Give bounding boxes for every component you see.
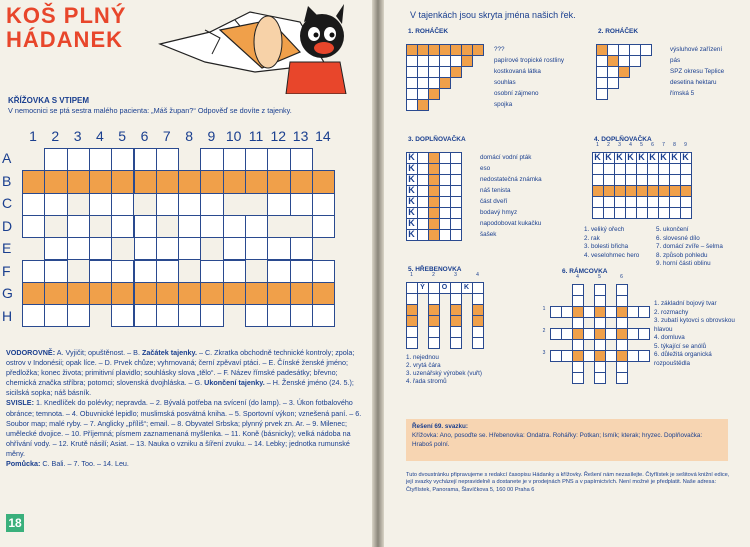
grid-cell[interactable] [67, 170, 90, 193]
column-number: 3 [454, 272, 457, 278]
grid-cell[interactable] [111, 282, 134, 305]
column-number: 4 [629, 142, 632, 148]
grid-cell[interactable] [223, 304, 246, 327]
grid-cell[interactable] [223, 148, 246, 171]
given-letter-k: K [605, 152, 612, 162]
column-number: 6 [651, 142, 654, 148]
clue-item: 3. bolesti břicha [584, 243, 629, 250]
grid-cell[interactable] [417, 99, 429, 111]
grid-cell[interactable] [461, 55, 473, 67]
given-letter-k: K [594, 152, 601, 162]
crossword-clues: VODOROVNĚ: A. Vyjičit; opuštěnost. – B. Začátek tajenky. – C. Zkratka obchodně technické kontroly; zpola; ostrov v Indonésii; opak líce. – D. Prvek chůze; vyhrnovaná; černí zpěvaví ptáci. – E. Čínské ženské jméno; předložka; konec života; primitivní plavidlo; souhlásky slova „tělo“. – F. Název římské padesátky; břevno; chemická značka stříbra; potomci; slovenská dvojhláska. – G. Ukončení tajenky. – H. Ženské jméno (24. 5.); sicilská sopka; náš básník. SVISLE: 1. Knedlíček do polévky; nepravda. – 2. Bývalá potřeba na svícení (do lamp). – 3. Úkon fotbalového obránce; temnota. – 4. Obuvnické lepidlo; muslimská posvátná kniha. – 5. Sportovní výkon; vznešená paní. – 6. Soubor map; malé ryby. – 7. Anglicky „příliš“; email. – 8. Obyvatel Srbska; plynný prvek zn. Ar. – 9. Milenec; umělecké dvojice. – 10. Příjemná; písmem zaznamenaná myšlenka. – 11. Koně (básnicky); velká nádoba na ohřívání vody. – 12. Krutě násilí; Asiat. – 13. Nauka o vzniku a šíření zvuku. – 14. Lebky; jednotka rumunské měny. Pomůcka: C. Bali. – 7. Too. – 14. Leu. [6, 348, 362, 469]
column-number: 6 [620, 274, 623, 280]
grid-cell[interactable] [89, 304, 112, 327]
grid-cell[interactable] [267, 260, 290, 283]
grid-cell[interactable] [223, 237, 246, 260]
clue-item: 6. důležitá organická rozpouštědla [654, 351, 712, 367]
clue-item: 4. domluva [654, 334, 685, 341]
section-5-clues [406, 354, 482, 386]
column-number: 2 [51, 128, 60, 144]
grid-cell[interactable] [134, 215, 157, 238]
column-number: 7 [162, 128, 171, 144]
section-4-title: 4. DOPLŇOVAČKA [594, 136, 652, 143]
grid-cell[interactable] [156, 304, 179, 327]
clue-item: ??? [494, 46, 505, 53]
grid-cell[interactable] [156, 237, 179, 260]
grid-cell[interactable] [156, 170, 179, 193]
given-letter-k: K [408, 207, 415, 217]
grid-cell[interactable] [22, 260, 45, 283]
clue-item: římská 5 [670, 90, 695, 97]
grid-cell[interactable] [223, 260, 246, 283]
grid-cell[interactable] [200, 237, 223, 260]
section-2-title: 2. ROHÁČEK [598, 28, 639, 35]
given-letter-k: K [408, 218, 415, 228]
clue-item: osobní zájmeno [494, 90, 539, 97]
grid-cell[interactable] [67, 237, 90, 260]
grid-cell[interactable] [638, 306, 650, 318]
column-numbers [22, 128, 352, 144]
grid-cell[interactable] [89, 148, 112, 171]
column-number: 9 [207, 128, 216, 144]
grid-cell[interactable] [89, 215, 112, 238]
grid-cell[interactable] [111, 237, 134, 260]
grid-cell[interactable] [22, 148, 45, 171]
grid-cell[interactable] [134, 237, 157, 260]
grid-cell[interactable] [89, 193, 112, 216]
grid-cell[interactable] [178, 215, 201, 238]
clue-item: 6. slovesné dílo [656, 234, 700, 242]
grid-cell[interactable] [616, 372, 628, 384]
section-1-title: 1. ROHÁČEK [408, 28, 449, 35]
right-page [384, 0, 750, 547]
grid-cell[interactable] [111, 148, 134, 171]
grid-cell[interactable] [290, 215, 313, 238]
section-1-clues [494, 44, 564, 110]
grid-cell[interactable] [200, 215, 223, 238]
grid-cell[interactable] [111, 215, 134, 238]
column-number: 8 [673, 142, 676, 148]
given-letter-k: K [408, 196, 415, 206]
grid-cell[interactable] [223, 215, 246, 238]
clue-item: 2. vrytá čára [406, 362, 441, 369]
grid-cell[interactable] [290, 148, 313, 171]
column-number: 8 [185, 128, 193, 144]
clue-item: 2. rak [584, 234, 600, 242]
grid-cell[interactable] [200, 260, 223, 283]
grid-cell[interactable] [312, 193, 335, 216]
grid-cell[interactable] [134, 282, 157, 305]
grid-cell[interactable] [267, 170, 290, 193]
solution-box: Řešení 69. svazku: Křížovka: Ano, posoďte se. Hřebenovka: Ondatra. Rohářky: Potkan; Ismík; kterak; hryzec. Doplňovačka: Hraboš polní. [406, 419, 728, 461]
grid-cell[interactable] [44, 237, 67, 260]
grid-cell[interactable] [67, 215, 90, 238]
grid-cell[interactable] [450, 229, 462, 241]
grid-cell[interactable] [178, 282, 201, 305]
column-number: 6 [140, 128, 149, 144]
clue-item: nedostatečná známka [480, 176, 542, 183]
section-4-clues-a [584, 226, 639, 260]
section-2-clues [670, 44, 724, 99]
grid-cell[interactable] [200, 170, 223, 193]
given-letter-k: K [408, 185, 415, 195]
grid-cell[interactable] [178, 193, 201, 216]
grid-cell[interactable] [312, 215, 335, 238]
grid-cell[interactable] [200, 304, 223, 327]
clue-item: 1. nejednou [406, 354, 439, 361]
grid-cell[interactable] [22, 193, 45, 216]
grid-cell[interactable] [267, 304, 290, 327]
grid-cell[interactable] [22, 304, 45, 327]
section-3-clues [480, 152, 542, 240]
grid-cell[interactable] [89, 237, 112, 260]
grid-cell[interactable] [111, 193, 134, 216]
page-number: 18 [6, 514, 24, 532]
column-number: 2 [607, 142, 610, 148]
grid-cell[interactable] [44, 148, 67, 171]
given-letter-k: K [649, 152, 656, 162]
column-number: 2 [432, 272, 435, 278]
column-number: 5 [640, 142, 643, 148]
grid-cell[interactable] [312, 148, 335, 171]
clue-item: část dveří [480, 198, 508, 205]
book-gutter [372, 0, 384, 547]
clue-item: kostkovaná látka [494, 68, 541, 75]
grid-cell[interactable] [245, 170, 268, 193]
row-letter: H [2, 307, 13, 324]
grid-cell[interactable] [200, 148, 223, 171]
clue-item: 7. domácí zvíře – šelma [656, 243, 723, 250]
grid-cell[interactable] [245, 282, 268, 305]
grid-cell[interactable] [245, 304, 268, 327]
section-5-title: 5. HŘEBENOVKA [408, 266, 462, 273]
grid-cell[interactable] [607, 77, 619, 89]
section-6-clues [654, 300, 744, 368]
grid-cell[interactable] [245, 260, 268, 283]
row-number: 1 [542, 306, 546, 312]
row-letter: F [2, 262, 11, 279]
grid-cell[interactable] [134, 193, 157, 216]
grid-cell[interactable] [156, 282, 179, 305]
grid-cell[interactable] [223, 282, 246, 305]
grid-cell[interactable] [267, 148, 290, 171]
clue-item: 2. rozmachy [654, 308, 689, 316]
grid-cell[interactable] [22, 237, 45, 260]
right-title: V tajenkách jsou skryta jména našich řek. [410, 10, 576, 20]
given-letter-k: K [660, 152, 667, 162]
grid-cell[interactable] [428, 337, 440, 349]
clue-item: SPZ okresu Teplice [670, 68, 725, 75]
grid-cell[interactable] [223, 170, 246, 193]
column-number: 7 [662, 142, 665, 148]
clue-item: 1. základní bojový tvar [654, 300, 717, 307]
row-letter: B [2, 172, 12, 189]
clue-item: 5. ukončení [656, 226, 689, 233]
grid-cell[interactable] [178, 304, 201, 327]
grid-cell[interactable] [223, 193, 246, 216]
clue-item: 3. zubatí kytovci s obrovskou hlavou [654, 317, 735, 333]
grid-cell[interactable] [312, 260, 335, 283]
grid-cell[interactable] [200, 282, 223, 305]
grid-cell[interactable] [312, 237, 335, 260]
grid-cell[interactable] [111, 260, 134, 283]
grid-cell[interactable] [596, 88, 608, 100]
clue-item: 4. veselohrnec hero [584, 251, 640, 259]
grid-cell[interactable] [406, 337, 418, 349]
grid-cell[interactable] [134, 260, 157, 283]
grid-cell[interactable] [472, 337, 484, 349]
row-number: 3 [542, 350, 546, 356]
grid-cell[interactable] [44, 304, 67, 327]
clue-item: 3. uzenářský výrobek (vuřt) [406, 370, 482, 377]
grid-cell[interactable] [22, 282, 45, 305]
clue-item: domácí vodní pták [480, 154, 532, 161]
clue-item: 9. horní části oblinu [656, 260, 711, 267]
grid-cell[interactable] [290, 282, 313, 305]
column-number: 13 [292, 128, 309, 144]
clue-item: bodavý hmyz [480, 209, 518, 216]
clue-item: výsluhové zařízení [670, 46, 723, 53]
grid-cell[interactable] [67, 304, 90, 327]
grid-cell[interactable] [67, 148, 90, 171]
column-number: 14 [315, 128, 331, 144]
grid-cell[interactable] [290, 304, 313, 327]
column-number: 1 [410, 272, 413, 278]
footer-note: Tuto dvoustránku připravujeme s redakcí časopisu Hádanky a křížovky. Řešení nám nezasílejte. Čtyřlístek je sešitová knižní edice, její svazky vycházejí nepravidelně a dostanete je v prodejnách PNS a v papírnictvích. Není možné je předplatit. Naše adresa: Čtyřlístek, Panorama, Šlavíčkova 5, 160 00 Praha 6 [406, 472, 730, 493]
given-letter-k: K [408, 152, 415, 162]
column-number: 11 [248, 128, 264, 144]
clue-item: souhlas [494, 79, 516, 86]
section-4-clues-b [656, 226, 723, 269]
clue-item: pás [670, 57, 681, 64]
grid-cell[interactable] [428, 88, 440, 100]
grid-cell[interactable] [89, 282, 112, 305]
grid-cell[interactable] [67, 260, 90, 283]
grid-cell[interactable] [22, 170, 45, 193]
clue-item: 5. týkající se anólů [654, 342, 707, 350]
crossword-intro: V nemocnici se ptá sestra malého pacienta: „Máš župan?“ Odpověď se dovíte z tajenky. [8, 106, 292, 115]
given-letter-k: K [671, 152, 678, 162]
row-number: 2 [542, 328, 546, 334]
given-letter-k: K [408, 163, 415, 173]
grid-cell[interactable] [156, 193, 179, 216]
row-letters [2, 150, 16, 340]
grid-cell[interactable] [44, 282, 67, 305]
grid-cell[interactable] [290, 170, 313, 193]
column-number: 10 [225, 128, 242, 144]
grid-cell[interactable] [450, 337, 462, 349]
column-number: 5 [118, 128, 127, 144]
clue-item: šašek [480, 231, 497, 238]
grid-cell[interactable] [178, 237, 201, 260]
row-letter: A [2, 150, 12, 166]
given-letter-k: K [616, 152, 623, 162]
grid-cell[interactable] [156, 148, 179, 171]
grid-cell[interactable] [134, 304, 157, 327]
grid-cell[interactable] [156, 260, 179, 283]
clue-item: 1. veliký ořech [584, 226, 625, 233]
grid-cell[interactable] [680, 207, 692, 219]
grid-cell[interactable] [156, 215, 179, 238]
grid-cell[interactable] [44, 193, 67, 216]
grid-cell[interactable] [472, 44, 484, 56]
grid-cell[interactable] [290, 237, 313, 260]
grid-cell[interactable] [200, 193, 223, 216]
grid-cell[interactable] [638, 328, 650, 340]
grid-cell[interactable] [572, 372, 584, 384]
grid-cell[interactable] [640, 44, 652, 56]
clue-item: náš tenista [480, 187, 511, 194]
section-3-title: 3. DOPLŇOVAČKA [408, 136, 466, 143]
crossword-heading: KŘÍŽOVKA S VTIPEM [8, 96, 90, 105]
row-letter: D [2, 217, 13, 234]
clue-item: spojka [494, 101, 513, 108]
grid-cell[interactable] [89, 260, 112, 283]
grid-cell[interactable] [134, 148, 157, 171]
clue-item: napodobovat kukačku [480, 220, 542, 227]
column-number: 1 [29, 128, 37, 144]
grid-cell[interactable] [44, 260, 67, 283]
grid-cell[interactable] [245, 148, 268, 171]
column-number: 4 [95, 128, 104, 144]
grid-cell[interactable] [439, 77, 451, 89]
grid-cell[interactable] [178, 260, 201, 283]
clue-item: desetina hektaru [670, 79, 717, 86]
clue-item: papírové tropické rostliny [494, 57, 564, 64]
grid-cell[interactable] [594, 372, 606, 384]
clue-item: 8. způsob pohledu [656, 251, 708, 259]
grid-cell[interactable] [67, 193, 90, 216]
grid-cell[interactable] [629, 55, 641, 67]
clue-item: 4. řada stromů [406, 378, 447, 385]
grid-cell[interactable] [245, 215, 268, 238]
grid-cell[interactable] [267, 237, 290, 260]
grid-cell[interactable] [111, 170, 134, 193]
grid-cell[interactable] [618, 66, 630, 78]
grid-cell[interactable] [22, 215, 45, 238]
row-letter: G [2, 285, 13, 301]
grid-cell[interactable] [245, 237, 268, 260]
given-letter: O [441, 284, 448, 291]
given-letter: Ý [420, 284, 425, 291]
grid-cell[interactable] [44, 215, 67, 238]
clue-item: eso [480, 165, 491, 172]
page-title: KOŠ PLNÝ HÁDANEK [6, 3, 127, 52]
column-number: 3 [618, 142, 621, 148]
grid-cell[interactable] [245, 193, 268, 216]
row-letter: C [2, 195, 13, 211]
grid-cell[interactable] [267, 215, 290, 238]
grid-cell[interactable] [290, 193, 313, 216]
given-letter-k: K [638, 152, 645, 162]
grid-cell[interactable] [312, 282, 335, 305]
grid-cell[interactable] [638, 350, 650, 362]
row-letter: E [2, 240, 12, 256]
grid-cell[interactable] [290, 260, 313, 283]
given-letter-k: K [408, 229, 415, 239]
column-number: 12 [270, 128, 287, 144]
given-letter-k: K [408, 174, 415, 184]
column-number: 4 [476, 272, 479, 278]
grid-cell[interactable] [312, 170, 335, 193]
grid-cell[interactable] [178, 170, 201, 193]
column-number: 1 [596, 142, 599, 148]
column-number: 5 [598, 274, 601, 280]
left-page [0, 0, 372, 547]
grid-cell[interactable] [111, 304, 134, 327]
column-number: 4 [576, 274, 579, 280]
grid-cell[interactable] [44, 170, 67, 193]
grid-cell[interactable] [178, 148, 201, 171]
cat-illustration [150, 2, 350, 94]
grid-cell[interactable] [312, 304, 335, 327]
given-letter: K [463, 284, 470, 291]
grid-cell[interactable] [267, 193, 290, 216]
grid-cell[interactable] [89, 170, 112, 193]
grid-cell[interactable] [267, 282, 290, 305]
grid-cell[interactable] [67, 282, 90, 305]
grid-cell[interactable] [134, 170, 157, 193]
section-6-title: 6. RÁMCOVKA [562, 268, 608, 275]
grid-cell[interactable] [450, 66, 462, 78]
given-letter-k: K [682, 152, 689, 162]
column-number: 9 [684, 142, 687, 148]
given-letter-k: K [627, 152, 634, 162]
column-number: 3 [73, 128, 82, 144]
